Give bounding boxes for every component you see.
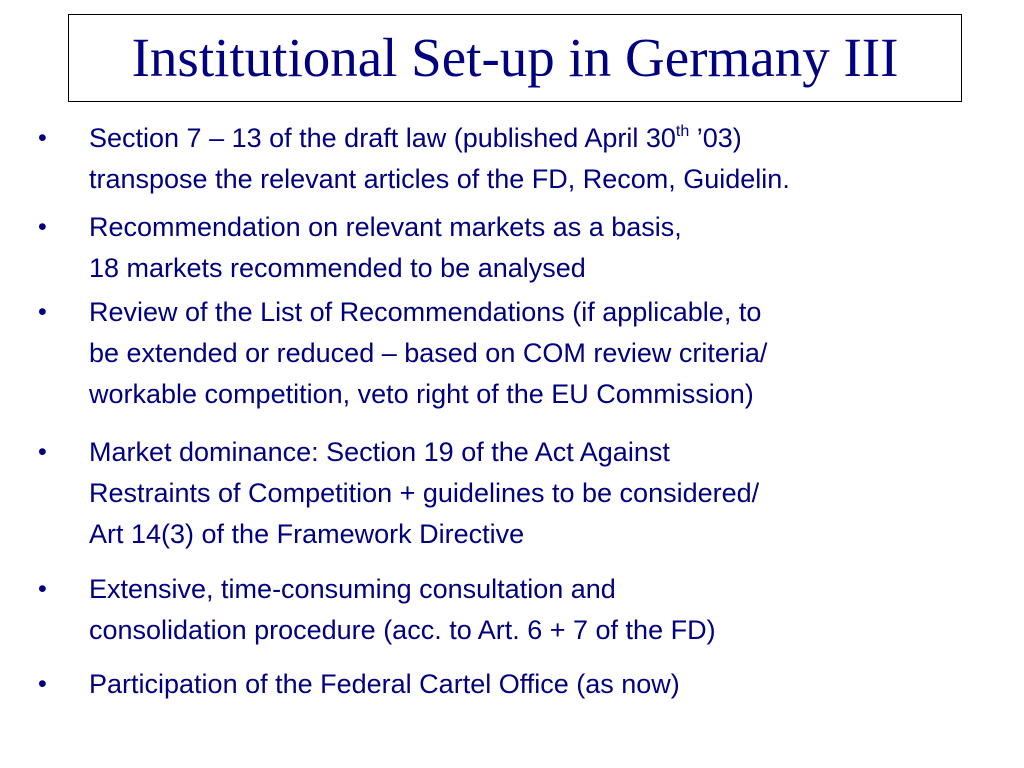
bullet-3-line-3: workable competition, veto right of the EU Commission)	[89, 379, 754, 409]
bullet-3-line-1: Review of the List of Recommendations (if applicable, to	[89, 297, 762, 327]
bullet-dot-2: •	[38, 213, 47, 241]
bullet-dot-1: •	[38, 124, 47, 152]
bullet-6-line-1: Participation of the Federal Cartel Office (as now)	[89, 669, 680, 699]
bullet-4-line-2: Restraints of Competition + guidelines to be considered/	[89, 478, 760, 508]
bullet-text-3	[89, 292, 1009, 415]
bullet-4-line-1: Market dominance: Section 19 of the Act Against	[89, 437, 670, 467]
bullet-1-superscript: th	[675, 123, 690, 140]
bullet-dot-5: •	[38, 575, 47, 603]
bullet-text-2	[89, 207, 1009, 289]
bullet-5-line-1: Extensive, time-consuming consultation and	[89, 574, 616, 604]
bullet-dot-3: •	[38, 298, 47, 326]
bullet-1-line-1	[89, 118, 1009, 159]
bullet-3-line-2: be extended or reduced – based on COM review criteria/	[89, 338, 768, 368]
bullet-dot-4: •	[38, 438, 47, 466]
bullet-text-1	[89, 118, 1009, 200]
bullet-1-line-1-post: ’03)	[689, 123, 742, 153]
bullet-1-line-1-pre: Section 7 – 13 of the draft law (published April 30	[89, 123, 676, 153]
bullet-2-line-1: Recommendation on relevant markets as a basis,	[89, 212, 682, 242]
bullet-1-line-2: transpose the relevant articles of the FD, Recom, Guidelin.	[89, 164, 790, 194]
bullet-2-line-2: 18 markets recommended to be analysed	[89, 253, 586, 283]
bullet-dot-6: •	[38, 670, 47, 698]
bullet-text-6	[89, 664, 1009, 705]
bullet-4-line-3: Art 14(3) of the Framework Directive	[89, 519, 525, 549]
bullet-text-4	[89, 432, 1009, 555]
bullet-text-5	[89, 569, 1009, 651]
slide-title: Institutional Set-up in Germany III	[131, 26, 899, 88]
bullet-5-line-2: consolidation procedure (acc. to Art. 6 + 7 of the FD)	[89, 615, 716, 645]
